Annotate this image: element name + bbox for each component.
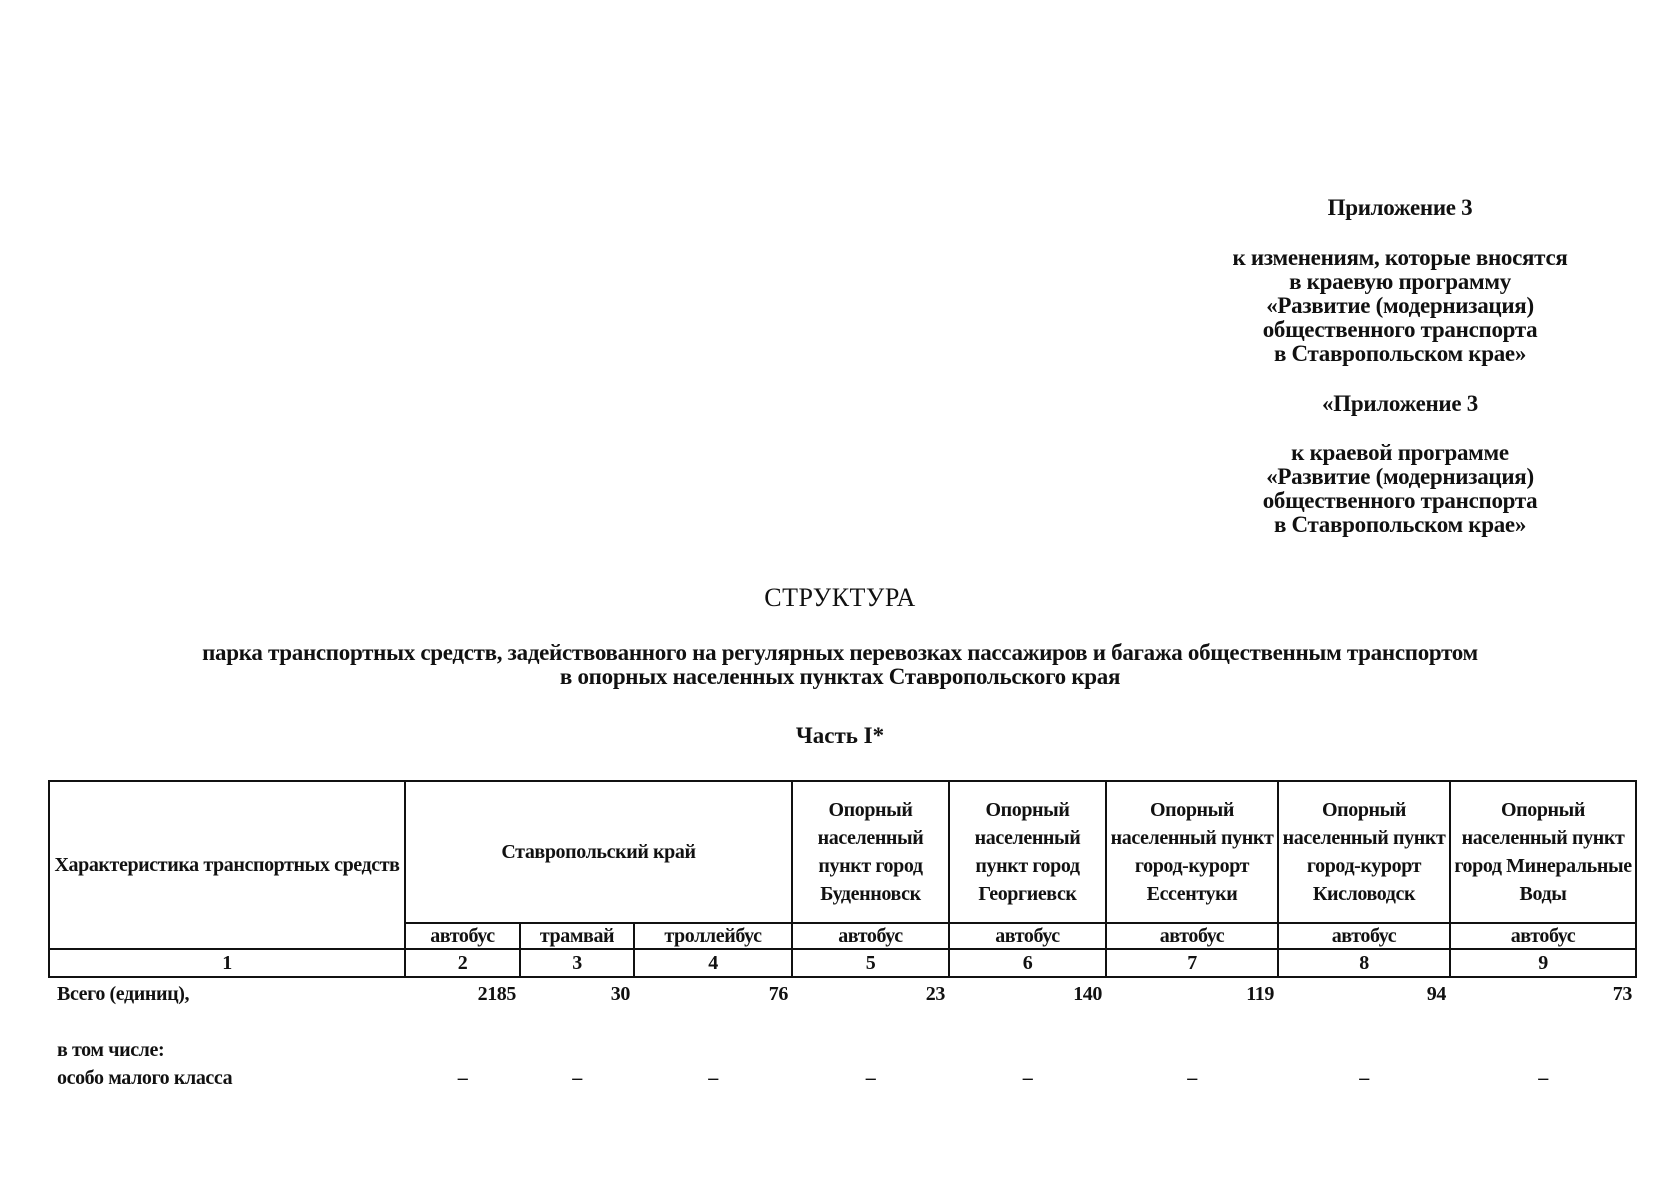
table-header-row <box>49 781 1636 923</box>
header-characteristic: Характеристика транспортных средств <box>49 781 405 949</box>
value-cell: 73 <box>1612 983 1632 1005</box>
column-number-cell: 1 <box>49 949 405 977</box>
value-cell: – <box>708 1067 718 1089</box>
value-cell: – <box>1359 1067 1369 1089</box>
column-number-cell: 7 <box>1106 949 1278 977</box>
transport-type-cell: троллейбус <box>634 923 792 949</box>
value-cell: 23 <box>925 983 945 1005</box>
value-cell: – <box>457 1067 468 1089</box>
transport-type-cell: автобус <box>405 923 520 949</box>
appendix-quote-title: «Приложение 3 <box>1322 391 1478 416</box>
column-number-cell: 6 <box>949 949 1106 977</box>
table-row-including <box>49 1036 1636 1064</box>
value-cell: 119 <box>1246 983 1274 1005</box>
transport-type-cell: автобус <box>1278 923 1450 949</box>
value-cell: 2185 <box>477 983 516 1005</box>
appendix-quote-subtitle-line: в Ставропольском крае» <box>1273 512 1527 537</box>
transport-type-cell: автобус <box>1450 923 1636 949</box>
appendix-subtitle <box>1160 246 1640 366</box>
header-region: Ставропольский край <box>405 781 792 923</box>
appendix-subtitle-line: в Ставропольском крае» <box>1273 341 1527 366</box>
column-number-cell: 8 <box>1278 949 1450 977</box>
value-cell: 94 <box>1426 983 1446 1005</box>
table-row-extra-small <box>49 1064 1636 1092</box>
value-cell: – <box>1538 1067 1548 1089</box>
value-cell: – <box>1022 1067 1033 1089</box>
table-column-number-row <box>49 949 1636 977</box>
transport-type-cell: автобус <box>949 923 1106 949</box>
appendix-quote-subtitle <box>1160 441 1640 537</box>
appendix-quote-subtitle-line: общественного транспорта <box>1262 488 1538 513</box>
part-title: Часть I* <box>795 723 885 748</box>
header-locality-mineralnye-vody: Опорный населенный пункт город Минеральные Воды <box>1450 781 1636 923</box>
column-number-cell: 9 <box>1450 949 1636 977</box>
column-number-cell: 2 <box>405 949 520 977</box>
table-row-spacer <box>49 1010 1636 1036</box>
appendix-quote-subtitle-line: «Развитие (модернизация) <box>1266 464 1534 489</box>
value-cell: 140 <box>1073 983 1102 1005</box>
transport-type-cell: трамвай <box>520 923 634 949</box>
header-locality-budennovsk: Опорный населенный пункт город Буденновск <box>792 781 949 923</box>
value-cell: – <box>1187 1067 1197 1089</box>
appendix-subtitle-line: «Развитие (модернизация) <box>1266 293 1534 318</box>
header-locality-kislovodsk: Опорный населенный пункт город-курорт Кисловодск <box>1278 781 1450 923</box>
appendix-quote-subtitle-line: к краевой программе <box>1291 440 1509 465</box>
value-cell: 76 <box>768 983 788 1005</box>
document-subtitle-line: в опорных населенных пунктах Ставропольского края <box>559 664 1121 689</box>
row-label: в том числе: <box>57 1039 165 1061</box>
row-label: особо малого класса <box>57 1067 233 1089</box>
document-subtitle <box>60 641 1620 689</box>
appendix-subtitle-line: к изменениям, которые вносятся <box>1232 245 1568 270</box>
column-number-cell: 4 <box>634 949 792 977</box>
header-locality-georgievsk: Опорный населенный пункт город Георгиевск <box>949 781 1106 923</box>
appendix-subtitle-line: общественного транспорта <box>1262 317 1538 342</box>
row-label: Всего (единиц), <box>57 983 190 1005</box>
fleet-structure-table <box>48 780 1637 1092</box>
value-cell: – <box>865 1067 876 1089</box>
document-subtitle-line: парка транспортных средств, задействованного на регулярных перевозках пассажиров и багажа общественным транспортом <box>202 640 1478 665</box>
document-title: СТРУКТУРА <box>764 583 916 612</box>
column-number-cell: 5 <box>792 949 949 977</box>
value-cell: – <box>572 1067 582 1089</box>
table-row-total <box>49 977 1636 1010</box>
column-number-cell: 3 <box>520 949 634 977</box>
transport-type-cell: автобус <box>792 923 949 949</box>
value-cell: 30 <box>610 983 630 1005</box>
transport-type-cell: автобус <box>1106 923 1278 949</box>
appendix-subtitle-line: в краевую программу <box>1289 269 1511 294</box>
header-locality-essentuki: Опорный населенный пункт город-курорт Ессентуки <box>1106 781 1278 923</box>
appendix-title: Приложение 3 <box>1327 195 1473 220</box>
